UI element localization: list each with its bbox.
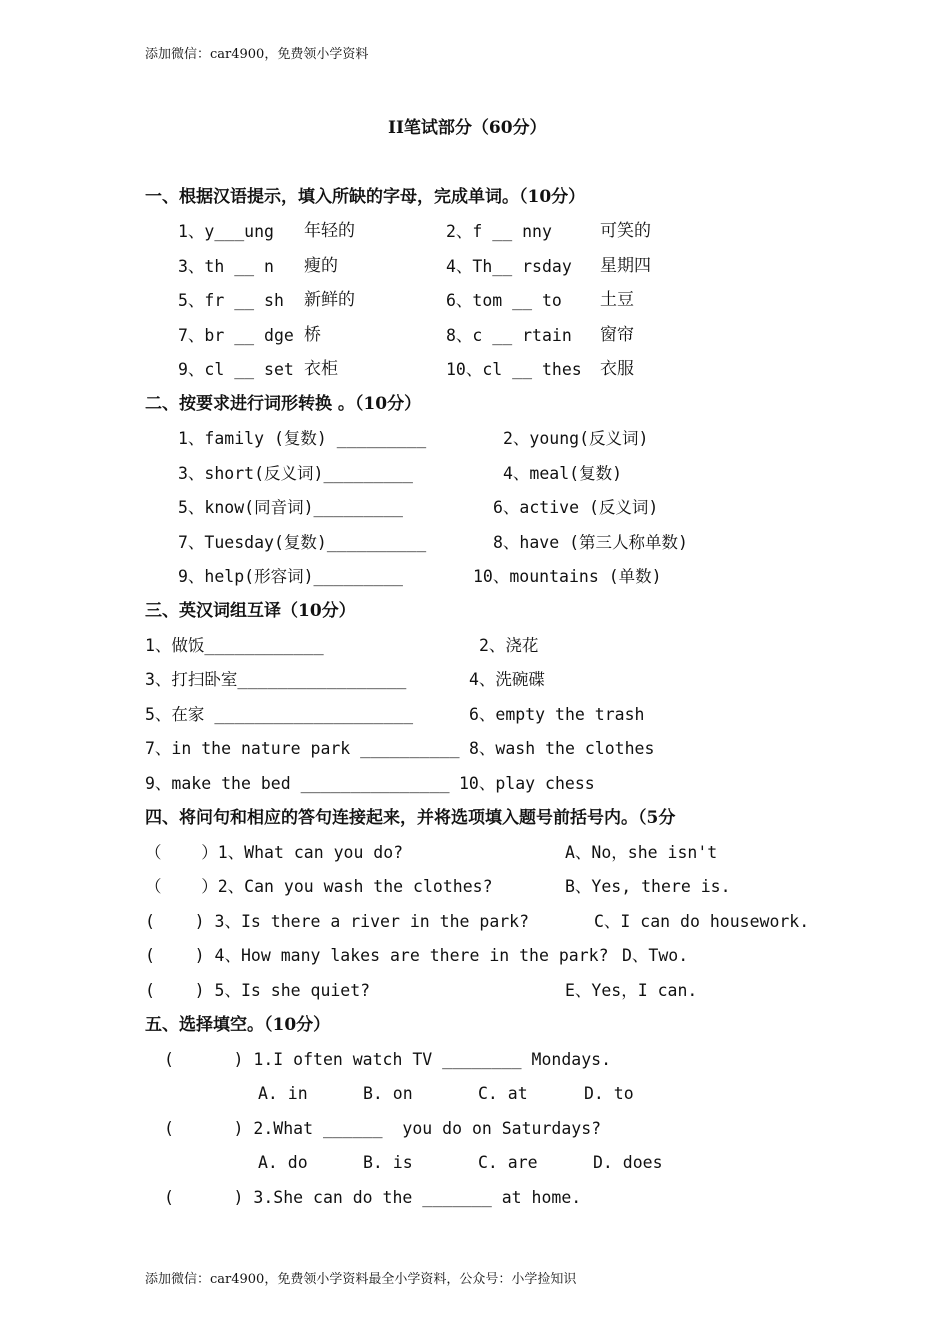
item-meaning: 可笑的 [600,221,651,241]
list-item: 6、empty the trash [469,705,645,724]
list-item: 2、浇花 [479,636,539,655]
option-c: C. are [478,1153,538,1172]
list-item: 3、short(反义词)_________ [178,464,413,483]
list-item: 7、Tuesday(复数)__________ [178,533,427,552]
list-item: 8、wash the clothes [469,739,655,758]
section-1-heading: 一、根据汉语提示，填入所缺的字母，完成单词。（10分） [145,187,586,207]
item-word: 6、tom __ to [446,291,562,310]
section-4-heading: 四、将问句和相应的答句连接起来，并将选项填入题号前括号内。（5分 [145,808,676,828]
list-item: 5、know(同音词)_________ [178,498,403,517]
section-3-heading: 三、英汉词组互译（10分） [145,601,356,621]
question: ( ) 3.She can do the _______ at home. [164,1188,582,1207]
option-c: C. at [478,1084,528,1103]
item-word: 1、y___ung [178,222,274,241]
question: ( ) 1.I often watch TV ________ Mondays. [164,1050,612,1069]
item-word: 5、fr __ sh [178,291,284,310]
section-5-heading: 五、选择填空。（10分） [145,1015,331,1035]
list-item: 9、make the bed _______________ [145,774,450,793]
question: ( ) 4、How many lakes are there in the park? [145,946,609,965]
list-item: 10、mountains (单数) [473,567,662,586]
item-word: 2、f __ nny [446,222,552,241]
item-meaning: 窗帘 [600,325,634,345]
item-word: 3、th __ n [178,257,274,276]
question: （ ）1、What can you do? [145,843,404,862]
answer: E、Yes，I can. [565,981,698,1000]
item-word: 10、cl __ thes [446,360,582,379]
list-item: 5、在家 ____________________ [145,705,414,724]
list-item: 4、洗碗碟 [469,670,545,689]
item-meaning: 土豆 [600,290,634,310]
answer: C、I can do housework. [594,912,810,931]
item-meaning: 星期四 [600,256,651,276]
list-item: 6、active (反义词) [493,498,659,517]
answer: A、No，she isn't [565,843,718,862]
option-a: A. in [258,1084,308,1103]
option-a: A. do [258,1153,308,1172]
item-word: 8、c __ rtain [446,326,572,345]
question: （ ）2、Can you wash the clothes? [145,877,493,896]
option-d: D. to [584,1084,634,1103]
item-meaning: 瘦的 [304,256,338,276]
question: ( ) 5、Is she quiet? [145,981,371,1000]
item-word: 7、br __ dge [178,326,294,345]
option-b: B. on [363,1084,413,1103]
page-footer: 添加微信：car4900，免费领小学资料最全小学资料，公众号：小学捡知识 [145,1272,577,1287]
list-item: 2、young(反义词) [503,429,649,448]
item-word: 4、Th__ rsday [446,257,572,276]
question: ( ) 2.What ______ you do on Saturdays? [164,1119,602,1138]
answer: D、Two. [622,946,689,965]
list-item: 10、play chess [459,774,595,793]
option-b: B. is [363,1153,413,1172]
section-2-heading: 二、按要求进行词形转换 。（10分） [145,394,422,414]
list-item: 3、打扫卧室_________________ [145,670,407,689]
list-item: 7、in the nature park __________ [145,739,460,758]
item-word: 9、cl __ set [178,360,294,379]
option-d: D. does [593,1153,663,1172]
item-meaning: 衣柜 [304,359,338,379]
list-item: 9、help(形容词)_________ [178,567,403,586]
list-item: 8、have (第三人称单数) [493,533,688,552]
question: ( ) 3、Is there a river in the park? [145,912,530,931]
item-meaning: 年轻的 [304,221,355,241]
item-meaning: 衣服 [600,359,634,379]
list-item: 1、做饭____________ [145,636,324,655]
page-title: II笔试部分（60分） [388,118,547,138]
list-item: 1、family (复数) _________ [178,429,427,448]
item-meaning: 新鲜的 [304,290,355,310]
list-item: 4、meal(复数) [503,464,623,483]
page-header: 添加微信：car4900，免费领小学资料 [145,47,369,62]
item-meaning: 桥 [304,325,321,345]
answer: B、Yes, there is. [565,877,731,896]
